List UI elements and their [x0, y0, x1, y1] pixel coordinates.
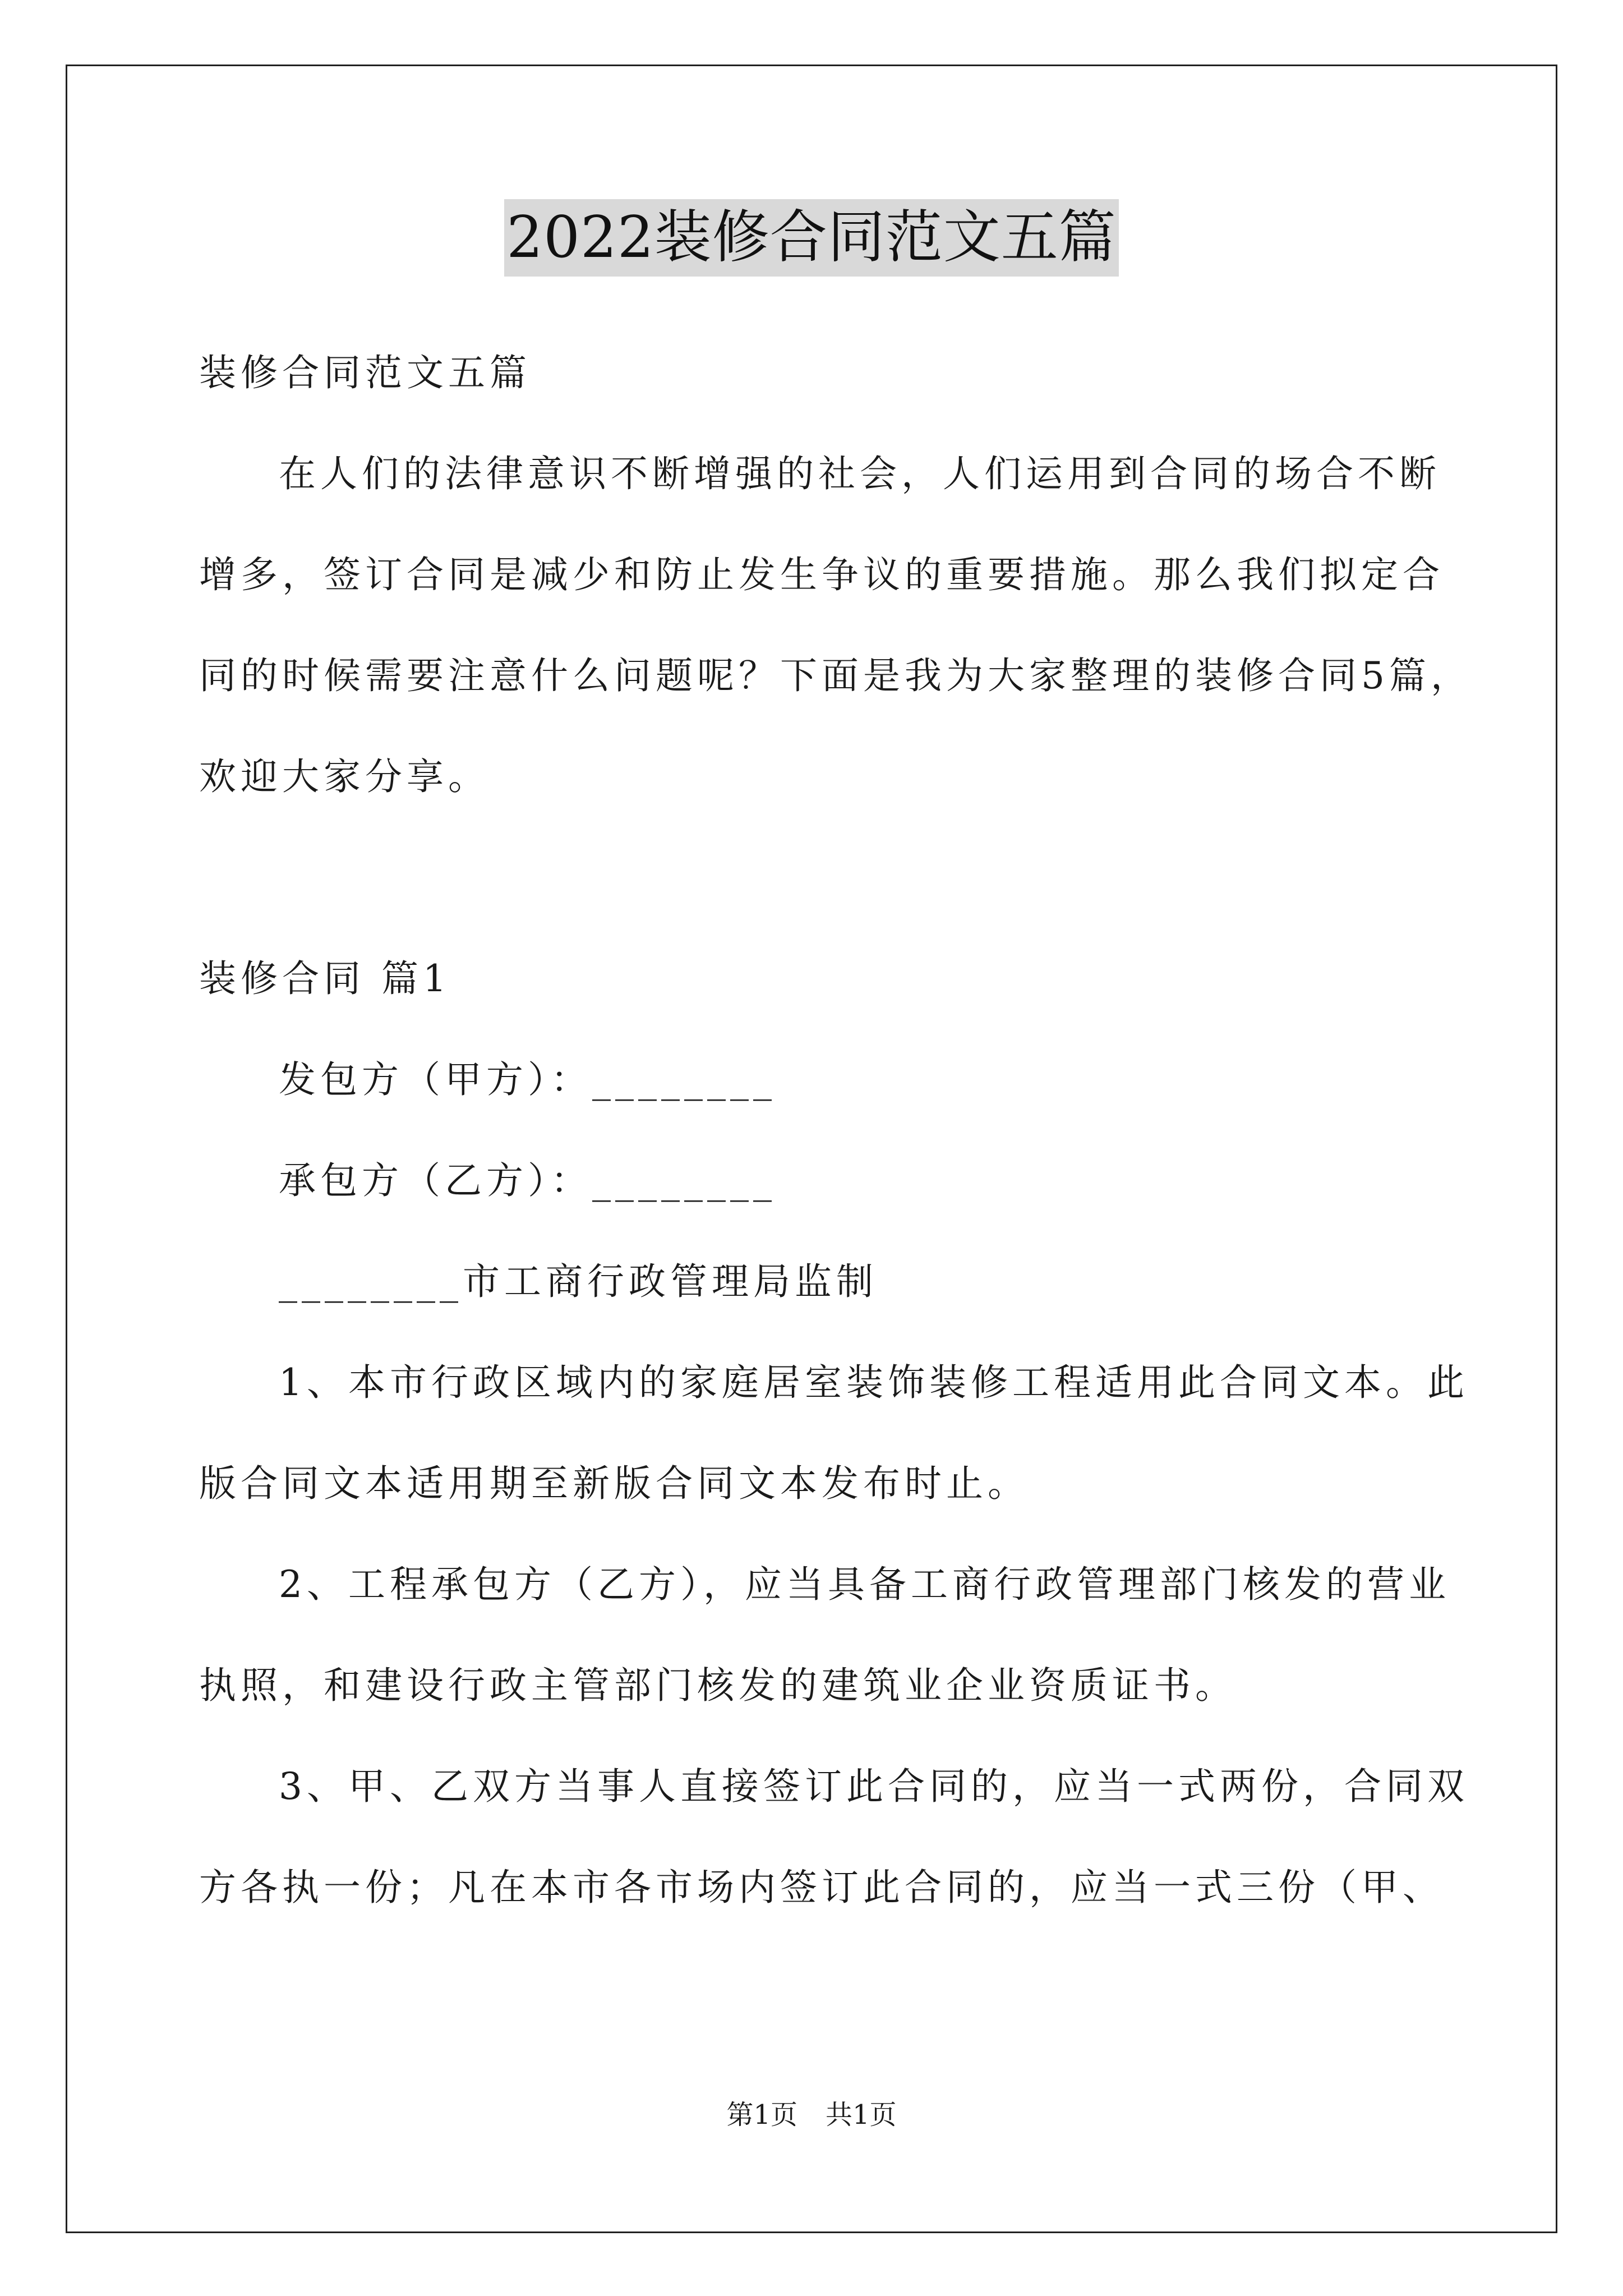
intro-line: 同的时候需要注意什么问题呢？下面是我为大家整理的装修合同5篇，: [199, 654, 1472, 697]
title-block: [0, 199, 1623, 277]
paragraph-gap: [199, 827, 1430, 928]
clause-line: 版合同文本适用期至新版合同文本发布时止。: [199, 1462, 1029, 1505]
clause-line: 方各执一份；凡在本市各市场内签订此合同的，应当一式三份（甲、: [199, 1866, 1444, 1909]
clause-line: 1、本市行政区域内的家庭居室装饰装修工程适用此合同文本。此: [279, 1361, 1469, 1404]
supervisor-line: ________市工商行政管理局监制: [279, 1260, 878, 1303]
intro-line: 增多，签订合同是减少和防止发生争议的重要措施。那么我们拟定合: [199, 553, 1444, 596]
intro-line: 在人们的法律意识不断增强的社会，人们运用到合同的场合不断: [279, 452, 1441, 495]
clause-line: 3、甲、乙双方当事人直接签订此合同的，应当一式两份，合同双: [279, 1765, 1469, 1808]
document-body: [199, 323, 1472, 1938]
subtitle-line: 装修合同范文五篇: [199, 351, 531, 394]
clause-line: 2、工程承包方（乙方），应当具备工商行政管理部门核发的营业: [279, 1563, 1450, 1606]
section-heading: 装修合同 篇1: [199, 957, 451, 1000]
clause-line: 执照，和建设行政主管部门核发的建筑业企业资质证书。: [199, 1664, 1237, 1707]
party-a-line: 发包方（甲方）：________: [279, 1058, 776, 1101]
party-b-line: 承包方（乙方）：________: [279, 1159, 776, 1202]
total-pages-label: 共1页: [826, 2099, 897, 2131]
page-footer: [0, 2098, 1623, 2132]
current-page-label: 第1页: [726, 2099, 797, 2131]
document-title: 2022装修合同范文五篇: [504, 199, 1119, 277]
intro-line: 欢迎大家分享。: [199, 755, 490, 798]
